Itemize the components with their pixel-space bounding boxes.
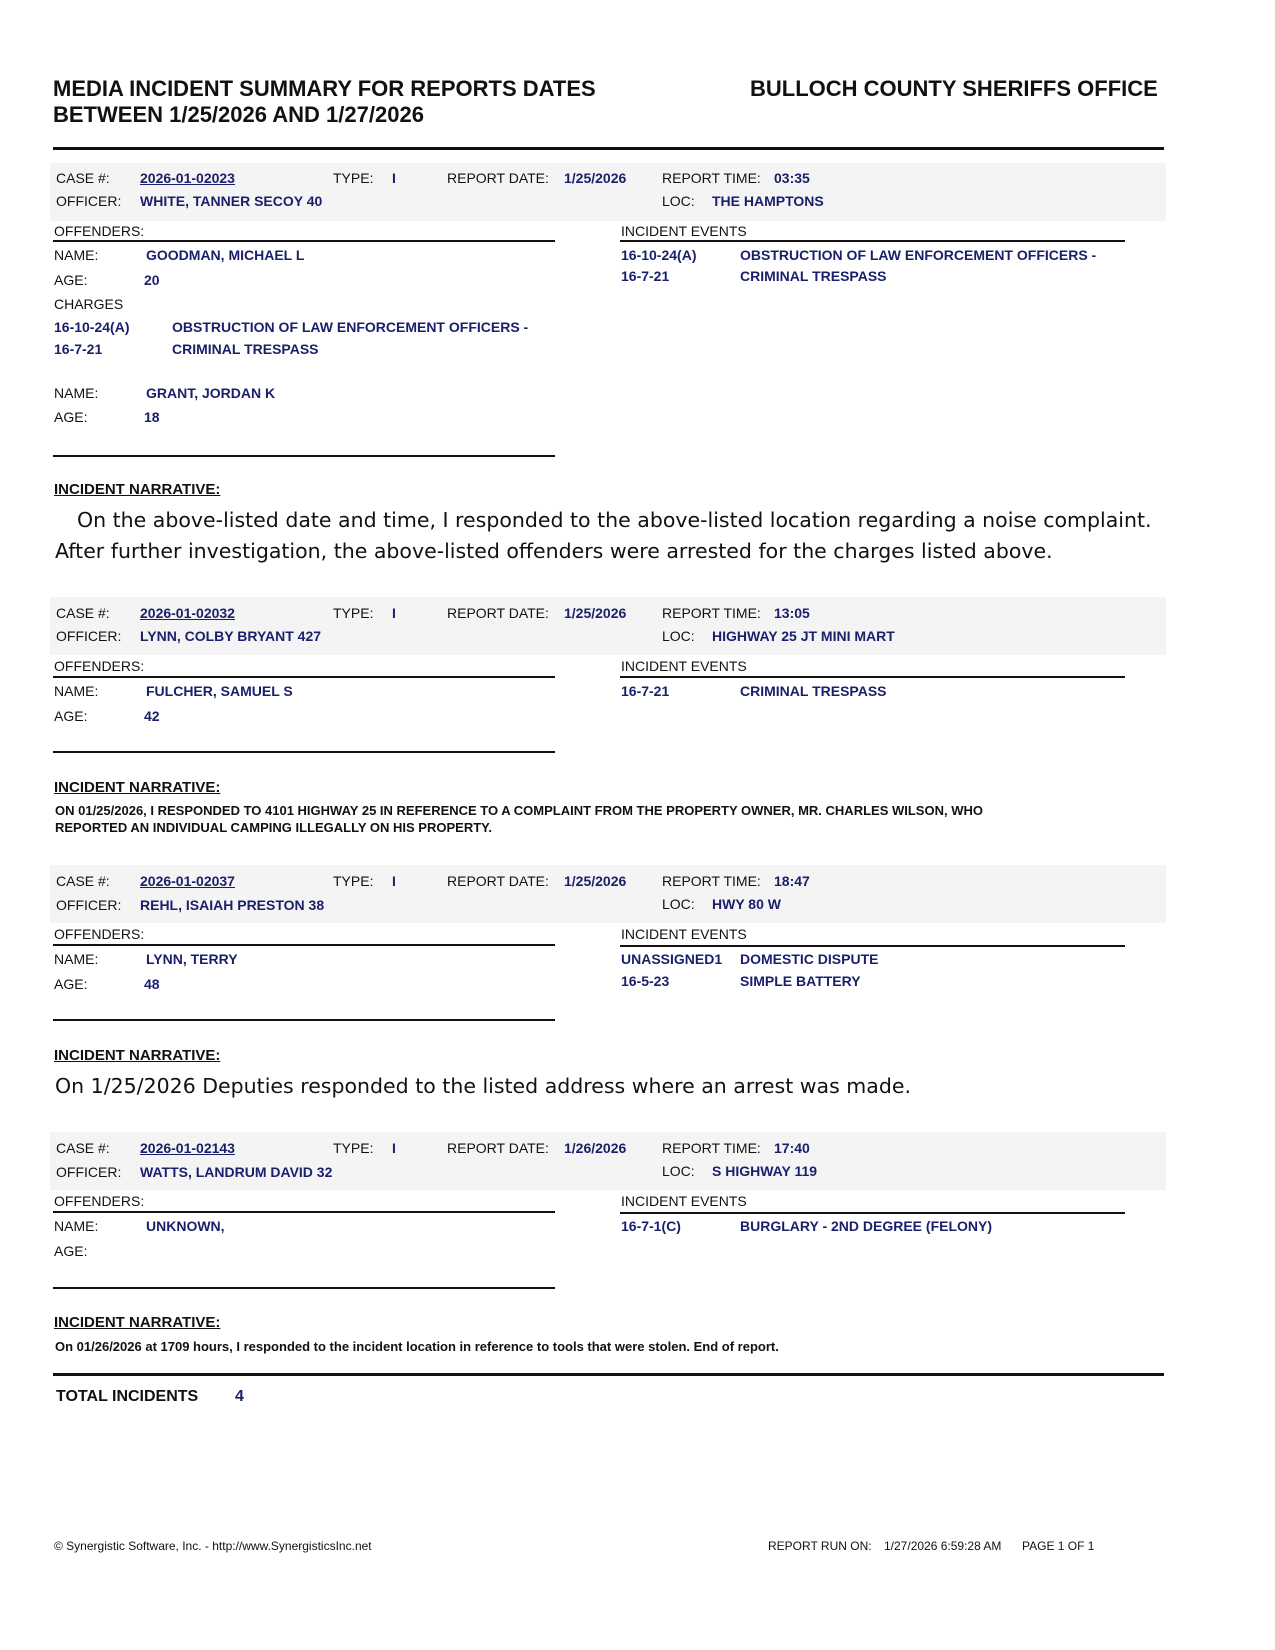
case-number-label: CASE #:: [56, 170, 110, 186]
officer-value: WATTS, LANDRUM DAVID 32: [140, 1164, 333, 1180]
name-label: NAME:: [54, 385, 99, 401]
events-rule: [620, 1212, 1125, 1214]
loc-label: LOC:: [662, 628, 695, 644]
loc-label: LOC:: [662, 1163, 695, 1179]
narrative-heading: INCIDENT NARRATIVE:: [54, 1047, 221, 1064]
total-incidents-value: 4: [235, 1388, 244, 1405]
charges-label: CHARGES: [54, 296, 124, 312]
charge-code: 16-10-24(A): [54, 319, 130, 335]
age-label: AGE:: [54, 409, 88, 425]
offenders-label: OFFENDERS:: [54, 658, 145, 674]
type-label: TYPE:: [333, 605, 374, 621]
offenders-rule: [53, 1211, 555, 1213]
event-desc: OBSTRUCTION OF LAW ENFORCEMENT OFFICERS -: [740, 247, 1097, 263]
event-desc: CRIMINAL TRESPASS: [740, 268, 887, 284]
event-code: 16-5-23: [621, 973, 670, 989]
offender-name: FULCHER, SAMUEL S: [146, 683, 293, 699]
report-date-value: 1/25/2026: [564, 605, 627, 621]
offenders-rule: [53, 240, 555, 242]
narrative-text: ON 01/25/2026, I RESPONDED TO 4101 HIGHWAY 25 IN REFERENCE TO A COMPLAINT FROM THE PROPERTY OWNER, MR. CHARLES WILSON, WHO: [55, 803, 983, 818]
report-time-value: 18:47: [774, 873, 810, 889]
officer-value: REHL, ISAIAH PRESTON 38: [140, 897, 325, 913]
report-date-label: REPORT DATE:: [447, 170, 549, 186]
offenders-label: OFFENDERS:: [54, 1193, 145, 1209]
report-time-label: REPORT TIME:: [662, 170, 761, 186]
offender-age: 20: [144, 272, 160, 288]
type-label: TYPE:: [333, 170, 374, 186]
age-label: AGE:: [54, 976, 88, 992]
charge-desc: OBSTRUCTION OF LAW ENFORCEMENT OFFICERS -: [172, 319, 529, 335]
event-desc: BURGLARY - 2ND DEGREE (FELONY): [740, 1218, 993, 1234]
officer-label: OFFICER:: [56, 897, 122, 913]
narrative-text: On 01/26/2026 at 1709 hours, I responded to the incident location in reference to tools that were stolen. End of report.: [55, 1339, 779, 1354]
incident-events-label: INCIDENT EVENTS: [621, 926, 747, 942]
case-number-link[interactable]: 2026-01-02032: [140, 605, 235, 621]
name-label: NAME:: [54, 951, 99, 967]
age-label: AGE:: [54, 1243, 88, 1259]
officer-value: LYNN, COLBY BRYANT 427: [140, 628, 322, 644]
report-date-label: REPORT DATE:: [447, 1140, 549, 1156]
charge-desc: CRIMINAL TRESPASS: [172, 341, 319, 357]
narrative-text: On the above-listed date and time, I responded to the above-listed location regarding a noise complaint.: [77, 508, 1152, 532]
total-incidents-label: TOTAL INCIDENTS: [56, 1388, 199, 1405]
offenders-label: OFFENDERS:: [54, 926, 145, 942]
narrative-text: After further investigation, the above-listed offenders were arrested for the charges listed above.: [55, 539, 1053, 563]
offender-name: GRANT, JORDAN K: [146, 385, 276, 401]
loc-value: HWY 80 W: [712, 896, 781, 912]
officer-label: OFFICER:: [56, 628, 122, 644]
loc-label: LOC:: [662, 896, 695, 912]
footer-copyright: © Synergistic Software, Inc. - http://www.SynergisticsInc.net: [54, 1539, 372, 1553]
officer-label: OFFICER:: [56, 193, 122, 209]
narrative-text: REPORTED AN INDIVIDUAL CAMPING ILLEGALLY ON HIS PROPERTY.: [55, 820, 492, 835]
offenders-end-rule: [53, 455, 555, 457]
age-label: AGE:: [54, 708, 88, 724]
report-time-value: 17:40: [774, 1140, 810, 1156]
type-value: I: [392, 605, 396, 621]
report-date-label: REPORT DATE:: [447, 873, 549, 889]
case-number-link[interactable]: 2026-01-02037: [140, 873, 235, 889]
event-desc: CRIMINAL TRESPASS: [740, 683, 887, 699]
report-date-value: 1/26/2026: [564, 1140, 627, 1156]
offenders-end-rule: [53, 1287, 555, 1289]
incident-events-label: INCIDENT EVENTS: [621, 1193, 747, 1209]
events-rule: [620, 240, 1125, 242]
officer-value: WHITE, TANNER SECOY 40: [140, 193, 323, 209]
case-number-link[interactable]: 2026-01-02023: [140, 170, 235, 186]
event-code: 16-7-1(C): [621, 1218, 681, 1234]
report-time-value: 03:35: [774, 170, 810, 186]
case-number-label: CASE #:: [56, 1140, 110, 1156]
offenders-label: OFFENDERS:: [54, 223, 145, 239]
report-title-line1: MEDIA INCIDENT SUMMARY FOR REPORTS DATES: [53, 76, 596, 101]
offender-age: 48: [144, 976, 160, 992]
type-value: I: [392, 170, 396, 186]
case-number-label: CASE #:: [56, 873, 110, 889]
footer-page-number: PAGE 1 OF 1: [1022, 1539, 1095, 1553]
loc-value: S HIGHWAY 119: [712, 1163, 818, 1179]
event-code: UNASSIGNED1: [621, 951, 723, 967]
type-value: I: [392, 1140, 396, 1156]
header-rule: [53, 147, 1164, 150]
narrative-text: On 1/25/2026 Deputies responded to the listed address where an arrest was made.: [55, 1074, 911, 1098]
report-title-line2: BETWEEN 1/25/2026 AND 1/27/2026: [53, 102, 424, 127]
offender-age: 18: [144, 409, 160, 425]
type-value: I: [392, 873, 396, 889]
report-date-value: 1/25/2026: [564, 170, 627, 186]
offender-name: LYNN, TERRY: [146, 951, 238, 967]
narrative-heading: INCIDENT NARRATIVE:: [54, 481, 221, 498]
footer-report-run-label: REPORT RUN ON:: [768, 1539, 872, 1553]
age-label: AGE:: [54, 272, 88, 288]
loc-label: LOC:: [662, 193, 695, 209]
offender-name: UNKNOWN,: [146, 1218, 225, 1234]
offenders-rule: [53, 944, 555, 946]
case-number-link[interactable]: 2026-01-02143: [140, 1140, 235, 1156]
narrative-heading: INCIDENT NARRATIVE:: [54, 779, 221, 796]
report-date-value: 1/25/2026: [564, 873, 627, 889]
report-time-label: REPORT TIME:: [662, 873, 761, 889]
events-rule: [620, 676, 1125, 678]
agency-name: BULLOCH COUNTY SHERIFFS OFFICE: [750, 76, 1158, 101]
name-label: NAME:: [54, 247, 99, 263]
event-desc: DOMESTIC DISPUTE: [740, 951, 879, 967]
offenders-end-rule: [53, 751, 555, 753]
report-time-label: REPORT TIME:: [662, 1140, 761, 1156]
events-rule: [620, 945, 1125, 947]
report-date-label: REPORT DATE:: [447, 605, 549, 621]
event-code: 16-7-21: [621, 683, 670, 699]
loc-value: THE HAMPTONS: [712, 193, 824, 209]
totals-rule: [53, 1373, 1164, 1376]
charge-code: 16-7-21: [54, 341, 103, 357]
event-code: 16-7-21: [621, 268, 670, 284]
incident-events-label: INCIDENT EVENTS: [621, 223, 747, 239]
name-label: NAME:: [54, 1218, 99, 1234]
incident-events-label: INCIDENT EVENTS: [621, 658, 747, 674]
narrative-heading: INCIDENT NARRATIVE:: [54, 1314, 221, 1331]
report-time-value: 13:05: [774, 605, 810, 621]
offenders-end-rule: [53, 1019, 555, 1021]
footer-report-run-value: 1/27/2026 6:59:28 AM: [884, 1539, 1002, 1553]
offender-age: 42: [144, 708, 160, 724]
report-time-label: REPORT TIME:: [662, 605, 761, 621]
loc-value: HIGHWAY 25 JT MINI MART: [712, 628, 895, 644]
case-number-label: CASE #:: [56, 605, 110, 621]
type-label: TYPE:: [333, 873, 374, 889]
officer-label: OFFICER:: [56, 1164, 122, 1180]
name-label: NAME:: [54, 683, 99, 699]
event-code: 16-10-24(A): [621, 247, 697, 263]
event-desc: SIMPLE BATTERY: [740, 973, 861, 989]
type-label: TYPE:: [333, 1140, 374, 1156]
offenders-rule: [53, 676, 555, 678]
offender-name: GOODMAN, MICHAEL L: [146, 247, 305, 263]
